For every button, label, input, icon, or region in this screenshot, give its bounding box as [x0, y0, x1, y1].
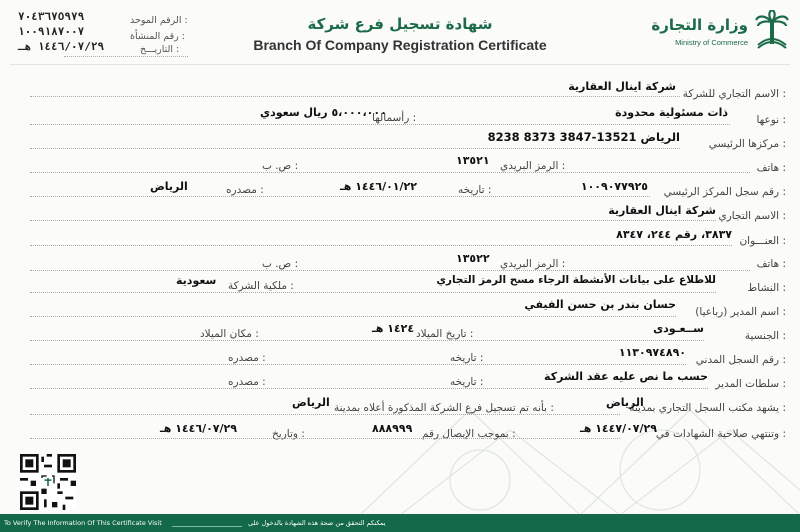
ownership-label: ملكية الشركة :: [228, 280, 294, 292]
birth-date-value: ١٤٢٤ هـ: [372, 322, 415, 335]
hq-date-value: ١٤٤٦/٠١/٢٢ هـ: [340, 180, 417, 193]
hq-source-label: مصدره :: [226, 184, 264, 196]
facility-number-value: ١٠٠٩١٨٧٠٠٧: [18, 25, 85, 38]
activity-label: النشاط :: [747, 282, 786, 294]
civil-registry-label: رقم السجل المدني :: [695, 354, 786, 366]
nationality-value: ســعـودى: [653, 322, 704, 335]
hq-date-label: تاريخه :: [458, 184, 492, 196]
ministry-logo: [651, 10, 790, 55]
address-label: العنـــوان :: [739, 235, 786, 247]
civil-date-label: تاريخه :: [450, 352, 484, 364]
capital-value: ٥،٠٠٠،٠٠٠ ريال سعودي: [260, 106, 387, 119]
powers-date-label: تاريخه :: [450, 376, 484, 388]
expiry-value: ١٤٤٧/٠٧/٢٩ هـ: [580, 422, 657, 435]
company-name-label: الاسم التجاري للشركة :: [682, 88, 786, 100]
hq-source-value: الرياض: [150, 180, 188, 193]
receipt-value: ٨٨٨٩٩٩: [372, 422, 413, 435]
capital-label: رأسمالها :: [372, 112, 417, 124]
activity-value: للاطلاع على بيانات الأنشطة الرجاء مسح الرمز التجاري: [436, 274, 716, 286]
branch-name-value: شركة اينال العقارية: [608, 204, 716, 217]
unified-number-value: ٧٠٤٣٦٧٥٩٧٩: [18, 10, 85, 23]
birth-place-label: مكان الميلاد :: [200, 328, 259, 340]
branch-name-label: الاسم التجاري :: [718, 210, 786, 222]
registered-city-value: الرياض: [292, 396, 330, 409]
receipt-label: بموجب الإيصال رقم :: [422, 428, 516, 440]
footer-verify-ar: يمكنكم التحقق من صحة هذه الشهادة بالدخول على: [248, 519, 386, 527]
type-label: نوعها :: [756, 114, 786, 126]
postal-code-label: الرمز البريدي :: [500, 160, 566, 172]
office-city-value: الرياض: [606, 396, 644, 409]
phone-label: هاتف :: [756, 162, 786, 174]
manager-value: حسان بندر بن حسن الفيفي: [524, 298, 676, 311]
office-label: يشهد مكتب السجل التجاري بمدينة :: [629, 402, 786, 414]
receipt-date-label: وتاريخ :: [272, 428, 305, 440]
hq-value: 8238 الرياض 13521-3847 8373: [487, 130, 680, 144]
watermark-pattern: [360, 400, 800, 515]
postal-code-value: ١٣٥٢١: [456, 154, 490, 167]
civil-registry-value: ١١٣٠٩٧٤٨٩٠: [618, 346, 686, 359]
pobox2-label: ص. ب :: [262, 258, 299, 270]
expiry-label: وتنتهي صلاحية الشهادات في :: [655, 428, 786, 440]
type-value: ذات مسئولية محدودة: [615, 106, 728, 119]
issue-date-value: ١٤٤٦/٠٧/٢٩ هـ: [18, 40, 105, 53]
unified-number-label: الرقم الموحد :: [130, 15, 188, 26]
registered-label: بأنه تم تسجيل فرع الشركة المذكورة أعلاه بمدينة :: [334, 402, 554, 414]
hq-label: مركزها الرئيسي :: [708, 138, 786, 150]
footer-bar: [0, 514, 800, 532]
nationality-label: الجنسية :: [744, 330, 786, 342]
address-value: ٣٨٣٧، رقم ٢٤٤، ٨٣٤٧: [616, 228, 732, 241]
palm-swords-icon: [754, 10, 790, 52]
manager-powers-label: سلطات المدير :: [715, 378, 786, 390]
footer-verify-link[interactable]: [172, 518, 242, 527]
hq-registration-value: ١٠٠٩٠٧٧٩٢٥: [580, 180, 648, 193]
receipt-date-value: ١٤٤٦/٠٧/٢٩ هـ: [160, 422, 237, 435]
verification-qr-code[interactable]: [20, 454, 76, 510]
footer-verify-en: To Verify The Information Of This Certificate Visit: [4, 519, 162, 527]
postal2-code-value: ١٣٥٢٢: [456, 252, 490, 265]
ministry-name-ar: وزارة التجارة: [651, 16, 748, 34]
manager-powers-value: حسب ما نص عليه عقد الشركة: [544, 370, 708, 383]
manager-label: اسم المدير (رباعيا) :: [695, 306, 786, 318]
title-arabic: شهادة تسجيل فرع شركة: [307, 15, 493, 33]
ministry-name-en: Ministry of Commerce: [675, 38, 748, 47]
ownership-value: سعودية: [176, 274, 217, 287]
title-english: Branch Of Company Registration Certificate: [253, 37, 547, 53]
civil-source-label: مصدره :: [228, 352, 266, 364]
company-name-value: شركة اينال العقارية: [568, 80, 676, 93]
birth-date-label: تاريخ الميلاد :: [416, 328, 474, 340]
facility-number-label: رقم المنشأة :: [130, 31, 185, 42]
postal2-code-label: الرمز البريدي :: [500, 258, 566, 270]
pobox-label: ص. ب :: [262, 160, 299, 172]
header-divider: [10, 64, 790, 65]
powers-source-label: مصدره :: [228, 376, 266, 388]
hq-registration-label: رقم سجل المركز الرئيسي :: [663, 186, 786, 198]
phone2-label: هاتف :: [756, 258, 786, 270]
issue-date-label: التاريـــخ :: [140, 44, 180, 55]
